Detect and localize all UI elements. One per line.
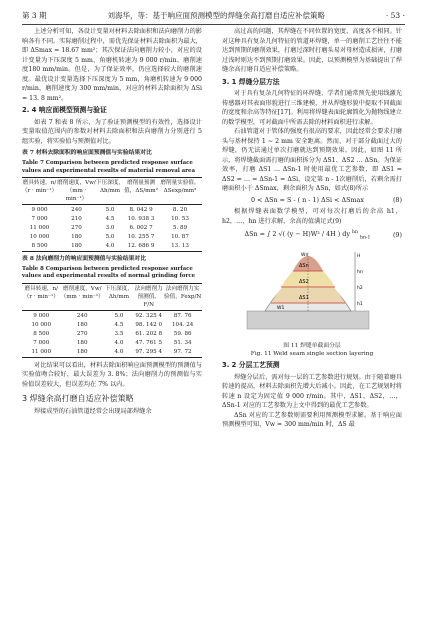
table-cell: 10. 938 3 <box>127 215 155 222</box>
table-header-cell: 磨削量实验值，ΔSexp/mm² <box>160 180 200 194</box>
table-header-cell: 法向磨削力实验值，Fexp/N <box>164 285 202 300</box>
table-cell: 10. 53 <box>171 215 189 222</box>
figure-11 <box>222 247 402 359</box>
table-cell: 5.0 <box>105 206 115 213</box>
table-cell: 97. 72 <box>173 349 192 356</box>
label-h1: h1 <box>357 301 363 307</box>
table-cell: 8. 042 9 <box>129 206 153 213</box>
section-heading: 3. 2 分层工艺预测 <box>222 361 280 370</box>
label-wn: Wn <box>301 252 309 258</box>
issue-number: 第 3 期 <box>22 10 47 20</box>
table-header-cell: 磨具转速，n/（r · min⁻¹） <box>22 180 58 194</box>
table-caption: 表 8 法向磨削力的响应面预测值与实验结果对比 <box>22 255 147 262</box>
table-cell: 3.0 <box>105 224 115 231</box>
table-cell: 10. 255 7 <box>127 234 155 241</box>
right-column <box>222 27 402 430</box>
table-cell: 180 <box>71 243 82 250</box>
equation-body: ΔSn = ∫ 2 √( (y − H)W² / 4H ) dy $^{hn}$ $_{hn-1}$ <box>244 230 371 241</box>
table-header-cell: 磨具转速，n/（r · min⁻¹） <box>23 285 59 300</box>
figure-caption-en: Fig. 11 Weld seam single section layering <box>250 351 374 358</box>
table-cell: 61. 202 8 <box>135 330 163 337</box>
table-cell: 5.0 <box>105 234 115 241</box>
table-cell: 11 000 <box>31 349 52 356</box>
figure-caption: 图 11 焊缝单截面分层 <box>283 343 341 350</box>
table-cell: 87. 76 <box>173 312 192 319</box>
table-cell: 7 000 <box>33 340 50 347</box>
table-cell: 9 000 <box>31 206 48 213</box>
base-plate <box>247 311 369 329</box>
section-heading: 3 焊缝余高打磨自适应补偿策略 <box>22 394 134 404</box>
integral-upper: hn <box>352 230 358 235</box>
label-s1: ΔS1 <box>299 294 309 301</box>
table-cell: 4.5 <box>114 321 124 328</box>
table-cell: 8 500 <box>31 243 48 250</box>
equation-number: (8) <box>392 195 402 204</box>
table-cell: 7 000 <box>31 215 48 222</box>
table-row <box>22 329 202 338</box>
label-s2: ΔS2 <box>299 278 309 285</box>
paragraph: 对比结果可以看出，材料去除面积响应面预测模型的预测值与实验值吻合较好，最大误差为 3. 8%；法向磨削力的预测值与实验值误差较大，但误差均在 7% 以内。 <box>22 361 202 388</box>
table-cell: 12. 686 9 <box>127 243 155 250</box>
table-row <box>22 320 202 329</box>
table-header-cell: 法向磨削力预测值，F/N <box>134 285 163 308</box>
table-cell: 3.5 <box>114 330 124 337</box>
table-caption: 表 7 材料去除面积的响应面预测值与实验结果对比 <box>22 150 152 156</box>
table-caption-en: Table 7 Comparison between predicted response surface values and experimental results of material removal area <box>22 160 195 174</box>
equation-body: 0 < ΔSn = S - ( n - 1) ΔSi < ΔSmax <box>250 195 364 204</box>
table-cell: 11 000 <box>29 224 50 231</box>
table-row <box>22 242 202 252</box>
label-h: H <box>357 253 361 259</box>
page-number: · 53 · <box>385 10 405 20</box>
paragraph: 焊接成型的石油管道经常会出现局部焊缝余 <box>34 407 152 415</box>
table-cell: 10 000 <box>31 321 52 328</box>
table-cell: 4.0 <box>114 340 124 347</box>
paragraph: 对于具有复杂几何特征的环焊缝，学者们通常预先使用线激光传感器对其表面形貌进行三维建模，并从焊缝形貌中提取不同截面的宽度和余高等特征[17]。利用将焊缝表面轮廓简化为抛物线建立的数学模型，可对截面中所需去除的材料面积进行求解。 <box>222 90 402 126</box>
table-cell: 8. 20 <box>172 206 188 213</box>
section-heading: 3. 1 焊缝分层方法 <box>222 77 280 86</box>
paragraph: 石油管道对于管体的强度有很高的要求，因此经常会要求打磨头与基材保持 1 ~ 2 mm 安全距离。然而，对于部分截面过大的焊缝，仍无法通过单次打磨就达到预期效果。因此，如图 11 所示，将焊缝截面需打磨的面积拆分为 ΔS1、ΔS2 … ΔSn。为保证效率，打磨 ΔS1 … ΔSn-1 时使用最优工艺参数，即 ΔS1 = ΔS2 = … = ΔSn-1 = ΔSi，设定第 n - 1次磨削后，若剩余需打磨面积小于 ΔSmax，剩余面积为 ΔSn，如式(8)所示 <box>222 128 403 192</box>
table-header-row <box>22 178 202 205</box>
table-cell: 47. 761 5 <box>135 340 163 347</box>
equation-number: (9) <box>392 230 402 239</box>
table-cell: 59. 86 <box>173 330 192 337</box>
table-header-row <box>22 283 202 310</box>
table-cell: 5. 89 <box>172 224 188 231</box>
table-7-body <box>22 205 202 252</box>
label-w1: W1 <box>277 305 285 311</box>
table-row <box>22 214 202 223</box>
table-cell: 6. 002 7 <box>129 224 153 231</box>
table-cell: 180 <box>76 340 88 347</box>
table-cell: 10 000 <box>29 234 50 241</box>
table-header-cell: 磨削量预测值，ΔS/mm² <box>124 180 158 194</box>
table-header-cell: 磨削速度，Vw/（mm · min⁻¹） <box>60 285 104 300</box>
table-row <box>22 223 202 232</box>
table-cell: 98. 142 0 <box>135 321 163 328</box>
table-row <box>22 310 202 320</box>
paragraph: 如表 7 和表 8 所示，为了验证预测模型的有效性，选择设计变量取值范围内的参数对材料去除面积和法向磨削力分别进行 5 组实验，将实验值与预测值对比。 <box>22 118 202 145</box>
section-heading: 2. 4 响应面模型预测与验证 <box>22 106 107 114</box>
table-row <box>22 348 202 358</box>
table-cell: 8 500 <box>33 330 50 337</box>
table-cell: 180 <box>76 349 88 356</box>
table-8-body <box>22 310 202 357</box>
table-cell: 13. 13 <box>171 243 189 250</box>
table-cell: 210 <box>71 215 82 222</box>
table-cell: 51. 34 <box>173 340 192 347</box>
paragraph: 焊缝分层后，需对每一层的工艺参数进行规划。由于随着磨具转速的提高，材料去除面积先增大后减小。因此，在工艺规划时将转速 n 设定为固定值 9 000 r/min。其中，ΔS1，ΔS2，…，ΔSn-1 对应的工艺参数为上文中得到的最优工艺参数。 <box>222 373 402 410</box>
equation-8 <box>222 196 402 206</box>
table-header-cell: 磨削速度，Vw/（mm · min⁻¹） <box>57 180 96 202</box>
table-cell: 4.0 <box>114 349 124 356</box>
table-header-cell: 下压深度，Δh/mm <box>104 285 133 300</box>
table-cell: 270 <box>71 224 82 231</box>
table-cell: 180 <box>71 234 82 241</box>
table-cell: 240 <box>71 206 82 213</box>
table-caption-en: Table 8 Comparison between predicted response surface values and experimental results of normal grinding force <box>22 265 196 280</box>
table-row <box>22 205 202 215</box>
table-cell: 240 <box>76 312 88 319</box>
table-cell: 9 000 <box>33 312 50 319</box>
table-cell: 180 <box>76 321 88 328</box>
table-cell: 270 <box>76 330 88 337</box>
label-hn: hn <box>357 269 363 275</box>
table-cell: 4.0 <box>105 243 115 250</box>
table-cell: 10. 87 <box>171 234 189 241</box>
paragraph: 根据焊缝表面数学模型，可对每次打磨后的余高 h1，h2，…，hn 进行求解，余高的值满足式(9) <box>222 208 402 225</box>
paragraph: 高过高的问题，其焊缝在不同位置的宽度、高度各不相同。针对这种具有复杂几何特征的管道环焊缝，单一的磨削工艺往往不能达到预期的磨削效果，打磨过深时打磨头易对母材造成损害，打磨过浅时则达不到预期打磨效果。因此，以预测模型为基础提出了焊缝余高打磨自适应补偿策略。 <box>222 28 402 73</box>
table-cell: 92. 325 4 <box>135 312 163 319</box>
label-sn: ΔSn <box>299 262 309 269</box>
running-title: 刘海华，等：基于响应面预测模型的焊缝余高打磨自适应补偿策略 <box>107 10 325 20</box>
table-cell: 4.5 <box>105 215 115 222</box>
weld-section-diagram <box>237 247 387 339</box>
left-column <box>22 27 202 416</box>
table-cell: 5.0 <box>114 312 124 319</box>
integral-lower: hn-1 <box>359 235 371 241</box>
table-cell: 104. 24 <box>171 321 194 328</box>
table-row <box>22 339 202 348</box>
table-cell: 97. 295 4 <box>135 349 163 356</box>
table-header-cell: 下压深度，Δh/mm <box>96 180 125 194</box>
table-row <box>22 233 202 242</box>
running-header <box>22 8 405 25</box>
table-8 <box>22 283 202 358</box>
paragraph: 上述分析可知，各设计变量对材料去除面积和法向磨削力的影响各有不同。实际磨削过程中，需优先保证材料去除面积为最大，即 ΔSmax = 18.67 mm²；其次保证法向磨削力较小，对应的设计变量为下压深度 5 mm、角磨机转速为 9 000 r/min、磨削速度180 mm/min。但是，为了保证效率，仍应选择较大的磨削速度。最优设计变量选择下压深度为 5 mm，角磨机转速为 9 000 r/min，磨削速度为 300 mm/min，对应的材料去除面积为 ΔSi = 13. 8 mm²。 <box>22 28 202 102</box>
paragraph: ΔSn 对应的工艺参数则需要利用预测模型求解。基于响应面预测模型可知，Vw = 300 mm/min 时，ΔS 最 <box>222 411 402 429</box>
label-h2: h2 <box>357 285 363 291</box>
table-7 <box>22 177 202 252</box>
equation-9 <box>222 228 402 243</box>
